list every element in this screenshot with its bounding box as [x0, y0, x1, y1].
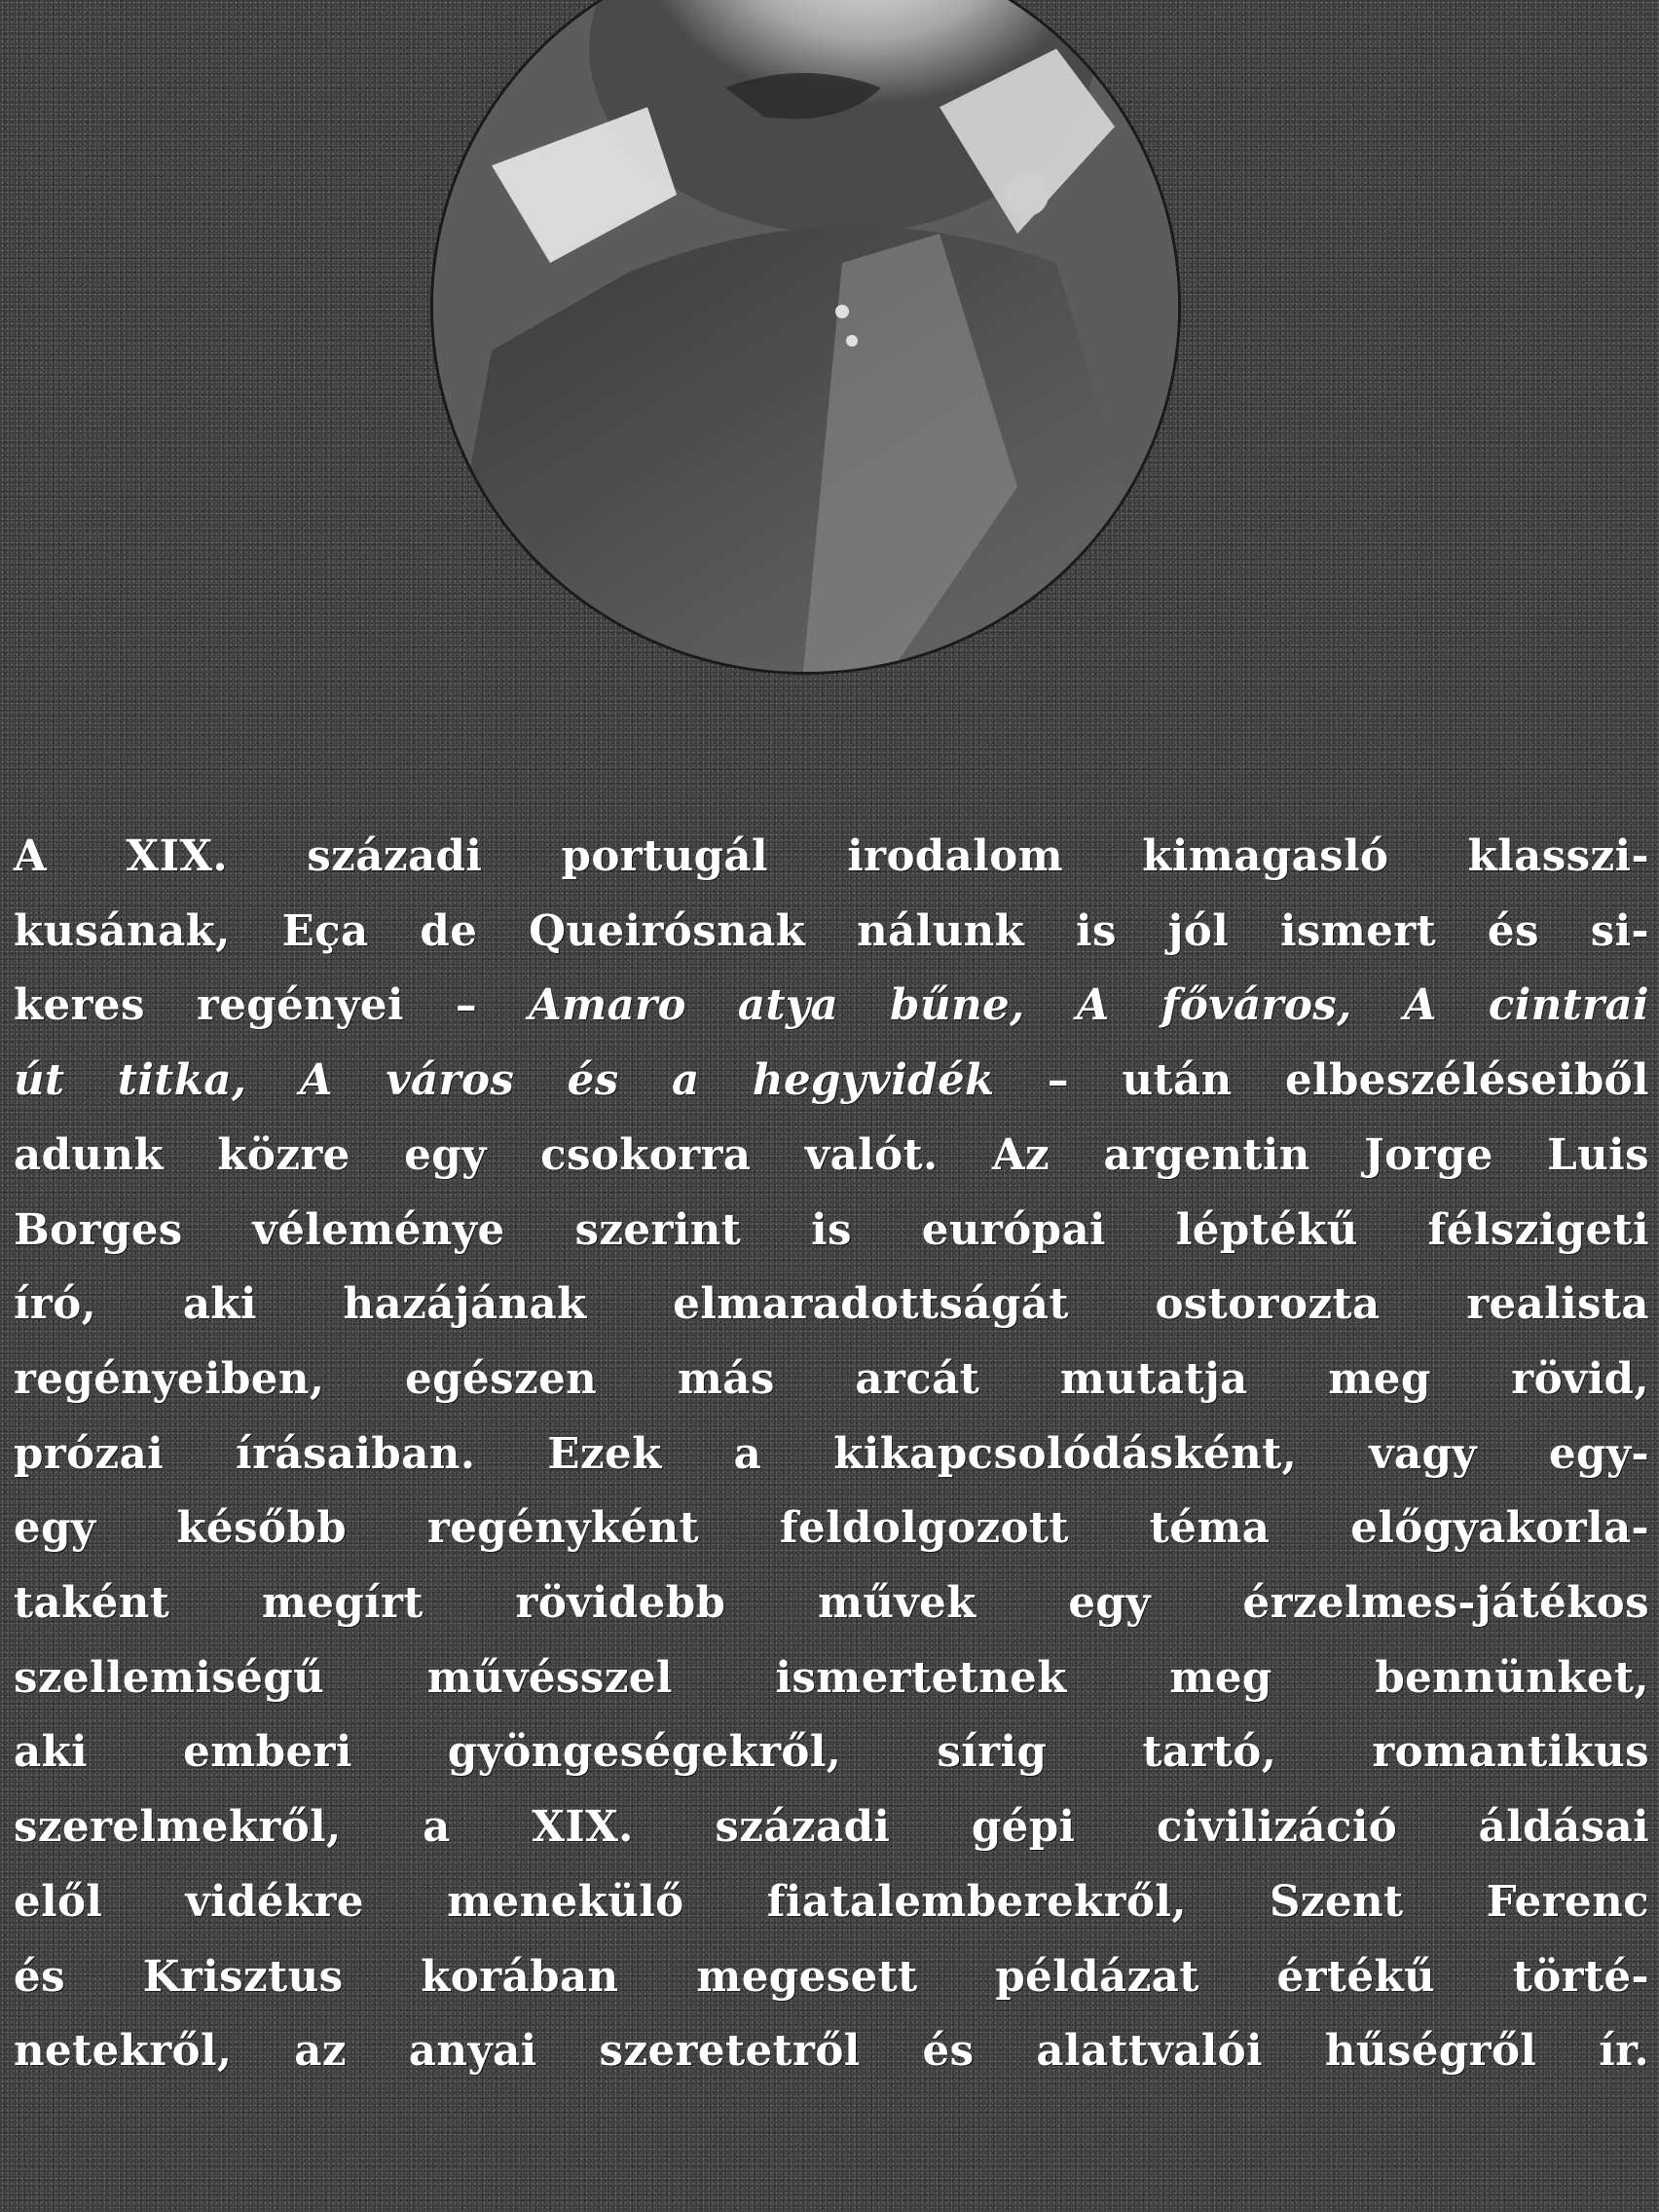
blurb-line: [14, 1715, 1649, 1790]
blurb-text: keres regényei –: [14, 980, 529, 1031]
blurb-text: kusának, Eça de Queirósnak nálunk is jól ismert és si-: [14, 905, 1649, 956]
blurb-line: [14, 2014, 1649, 2089]
blurb-line: [14, 1343, 1649, 1418]
blurb-text: taként megírt rövidebb művek egy érzelmes-játékos: [14, 1578, 1649, 1629]
back-cover-blurb: [14, 820, 1649, 2089]
blurb-text: író, aki hazájának elmaradottságát ostorozta realista: [14, 1279, 1649, 1330]
blurb-line: [14, 1119, 1649, 1194]
book-title-text: út titka, A város és a hegyvidék: [14, 1055, 995, 1106]
blurb-text: A XIX. századi portugál irodalom kimagasló klasszi-: [14, 831, 1649, 881]
blurb-line: [14, 1865, 1649, 1940]
blurb-line: [14, 1418, 1649, 1493]
blurb-line: [14, 820, 1649, 895]
blurb-text: netekről, az anyai szeretetről és alattvalói hűségről ír.: [14, 2026, 1649, 2077]
blurb-line: [14, 1492, 1649, 1567]
blurb-text: aki emberi gyöngeségekről, sírig tartó, romantikus: [14, 1727, 1649, 1778]
blurb-text: prózai írásaiban. Ezek a kikapcsolódásként, vagy egy-: [14, 1428, 1649, 1479]
blurb-line: [14, 969, 1649, 1044]
blurb-text: szellemiségű művésszel ismertetnek meg bennünket,: [14, 1652, 1649, 1703]
blurb-text: egy később regényként feldolgozott téma előgyakorla-: [14, 1503, 1649, 1554]
book-title-text: Amaro atya bűne, A főváros, A cintrai: [528, 980, 1649, 1031]
blurb-line: [14, 1567, 1649, 1641]
blurb-line: [14, 1790, 1649, 1865]
blurb-text: elől vidékre menekülő fiatalemberekről, Szent Ferenc: [14, 1876, 1649, 1927]
blurb-line: [14, 1641, 1649, 1716]
blurb-text: regényeiben, egészen más arcát mutatja meg rövid,: [14, 1353, 1649, 1404]
author-portrait-icon: [433, 0, 1178, 672]
blurb-text: – után elbeszéléseiből: [994, 1055, 1649, 1106]
blurb-text: adunk közre egy csokorra valót. Az argentin Jorge Luis: [14, 1129, 1649, 1180]
blurb-line: [14, 1940, 1649, 2015]
blurb-line: [14, 895, 1649, 970]
blurb-line: [14, 1044, 1649, 1119]
blurb-text: Borges véleménye szerint is európai léptékű félszigeti: [14, 1204, 1649, 1255]
blurb-text: és Krisztus korában megesett példázat értékű törté-: [14, 1951, 1649, 2002]
blurb-text: szerelmekről, a XIX. századi gépi civilizáció áldásai: [14, 1802, 1649, 1853]
blurb-line: [14, 1268, 1649, 1343]
author-portrait: [433, 0, 1178, 672]
blurb-line: [14, 1194, 1649, 1269]
